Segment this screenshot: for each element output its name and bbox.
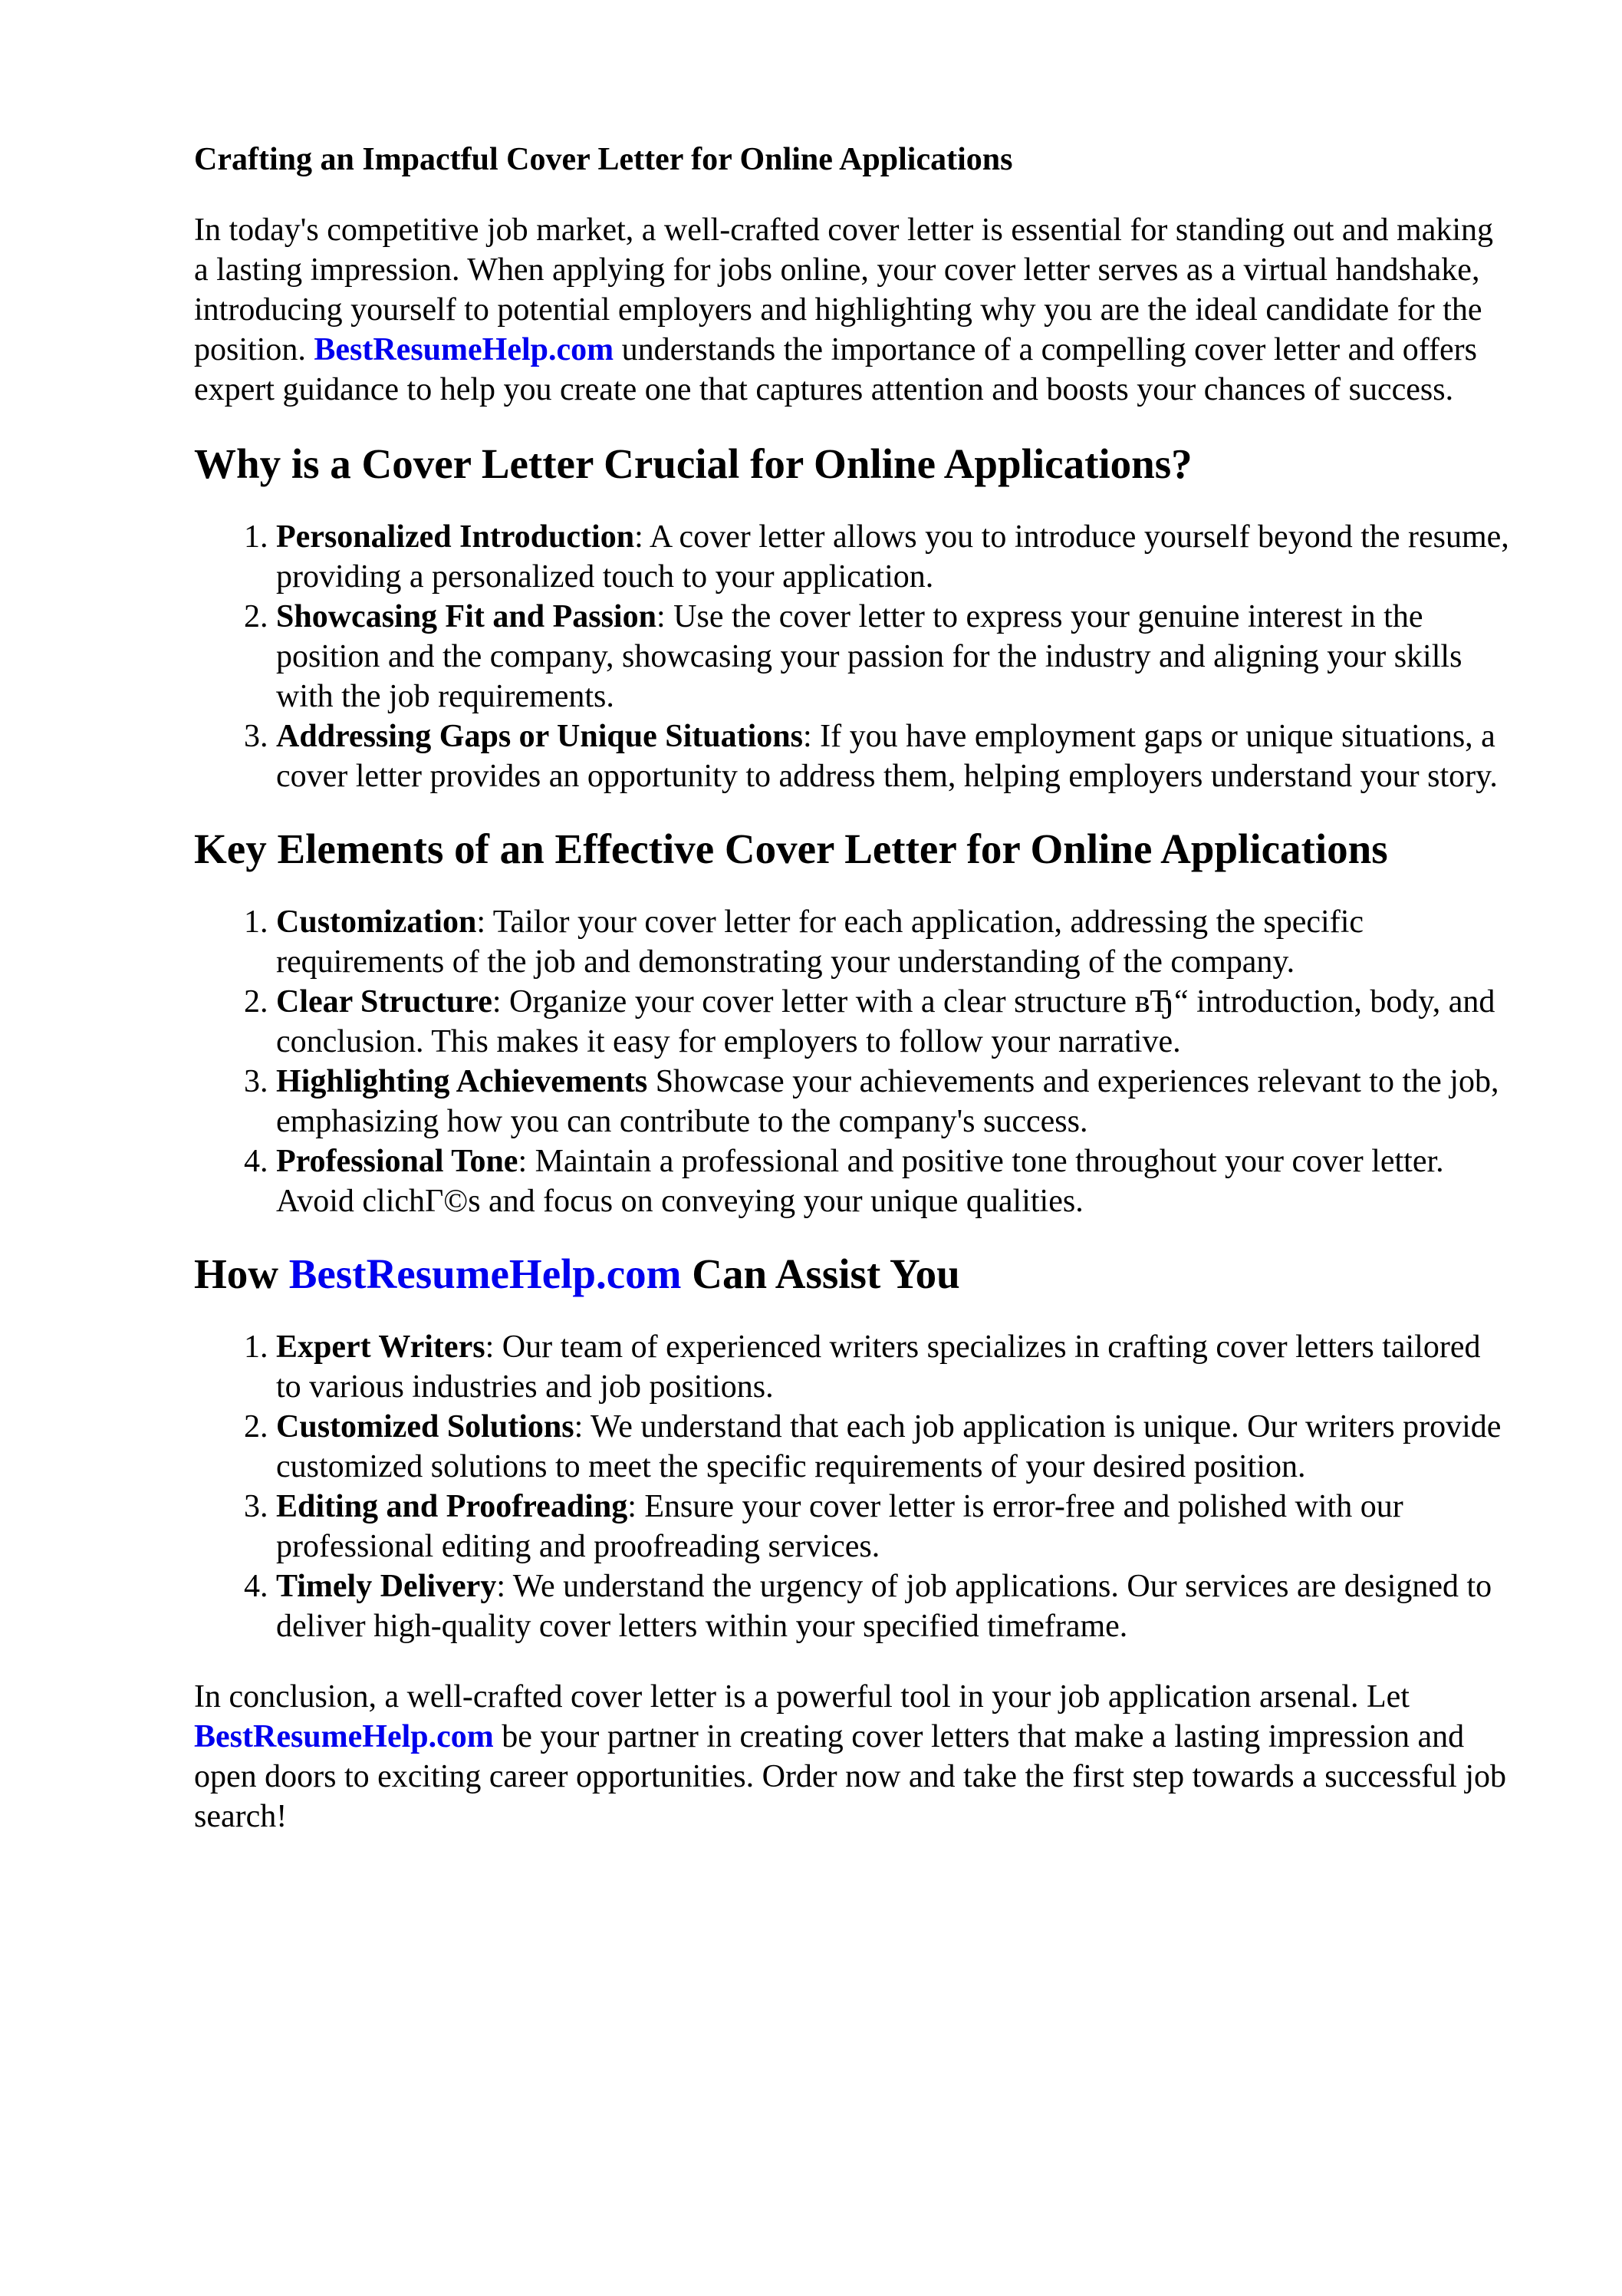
brand-link[interactable]: BestResumeHelp.com — [314, 332, 614, 367]
list-item-timely-delivery — [276, 1566, 1509, 1646]
list-item-showcasing-fit — [276, 597, 1509, 716]
list-item-description: : Tailor your cover letter for each application, addressing the specific requirements of the job and demonstrating your understanding of the company. — [276, 904, 1364, 980]
key-elements-list — [194, 902, 1509, 1221]
brand-link[interactable]: BestResumeHelp.com — [288, 1250, 682, 1297]
list-item-term: Addressing Gaps or Unique Situations — [276, 719, 803, 754]
list-item-term: Showcasing Fit and Passion — [276, 599, 656, 634]
list-item-term: Highlighting Achievements — [276, 1064, 648, 1099]
list-item-expert-writers — [276, 1327, 1509, 1407]
conclusion-paragraph — [194, 1677, 1509, 1836]
list-item-term: Clear Structure — [276, 984, 492, 1020]
list-item-term: Professional Tone — [276, 1144, 518, 1179]
list-item-term: Personalized Introduction — [276, 519, 635, 555]
list-item-description: Showcase your achievements and experiences relevant to the job, emphasizing how you can contribute to the company's success. — [276, 1064, 1499, 1139]
list-item-description: : We understand that each job application is unique. Our writers provide customized solutions to meet the specific requirements of your desired position. — [276, 1409, 1502, 1484]
intro-paragraph — [194, 210, 1509, 410]
list-item-description: : Ensure your cover letter is error-free and polished with our professional editing and proofreading services. — [276, 1489, 1403, 1564]
list-item-highlighting-achievements — [276, 1062, 1509, 1141]
list-item-term: Timely Delivery — [276, 1569, 497, 1604]
list-item-description: : Organize your cover letter with a clear structure вЂ“ introduction, body, and conclusion. This makes it easy for employers to follow your narrative. — [276, 984, 1495, 1059]
list-item-description: : If you have employment gaps or unique situations, a cover letter provides an opportunity to address them, helping employers understand your story. — [276, 719, 1498, 794]
list-item-description: : A cover letter allows you to introduce yourself beyond the resume, providing a personalized touch to your application. — [276, 519, 1509, 595]
list-item-customized-solutions — [276, 1407, 1509, 1487]
list-item-description: : Our team of experienced writers specializes in crafting cover letters tailored to various industries and job positions. — [276, 1329, 1481, 1405]
assist-list — [194, 1327, 1509, 1646]
list-item-description: : Maintain a professional and positive tone throughout your cover letter. Avoid clichГ©s and focus on conveying your unique qualities. — [276, 1144, 1444, 1219]
why-crucial-list — [194, 517, 1509, 796]
list-item-editing-proofreading — [276, 1487, 1509, 1566]
section-heading-how-assist — [194, 1250, 1509, 1298]
list-item-addressing-gaps — [276, 716, 1509, 796]
list-item-professional-tone — [276, 1141, 1509, 1221]
list-item-term: Customized Solutions — [276, 1409, 574, 1444]
list-item-term: Expert Writers — [276, 1329, 485, 1365]
brand-link[interactable]: BestResumeHelp.com — [194, 1719, 494, 1754]
list-item-term: Editing and Proofreading — [276, 1489, 628, 1524]
intro-text-after: understands the importance of a compelling cover letter and offers expert guidance to help you create one that captures attention and boosts your chances of success. — [194, 332, 1477, 407]
list-item-clear-structure — [276, 982, 1509, 1062]
section-heading-key-elements: Key Elements of an Effective Cover Letter for Online Applications — [194, 825, 1388, 872]
heading-text-after: Can Assist You — [681, 1250, 960, 1297]
heading-text-before: How — [194, 1250, 289, 1297]
intro-text-before: In today's competitive job market, a well-crafted cover letter is essential for standing out and making a lasting impression. When applying for jobs online, your cover letter serves as a virtual handshake, introducing yourself to potential employers and highlighting why you are the ideal candidate for the position. — [194, 212, 1494, 367]
conclusion-text-after: be your partner in creating cover letters that make a lasting impression and open doors to exciting career opportunities. Order now and take the first step towards a successful job search! — [194, 1719, 1507, 1834]
list-item-personalized-introduction — [276, 517, 1509, 597]
list-item-description: : We understand the urgency of job applications. Our services are designed to deliver high-quality cover letters within your specified timeframe. — [276, 1569, 1492, 1644]
list-item-description: : Use the cover letter to express your genuine interest in the position and the company, showcasing your passion for the industry and aligning your skills with the job requirements. — [276, 599, 1462, 714]
conclusion-text-before: In conclusion, a well-crafted cover letter is a powerful tool in your job application arsenal. Let — [194, 1679, 1410, 1715]
section-heading-why: Why is a Cover Letter Crucial for Online Applications? — [194, 440, 1193, 487]
list-item-customization — [276, 902, 1509, 982]
list-item-term: Customization — [276, 904, 477, 940]
document-title: Crafting an Impactful Cover Letter for Online Applications — [194, 142, 1013, 177]
